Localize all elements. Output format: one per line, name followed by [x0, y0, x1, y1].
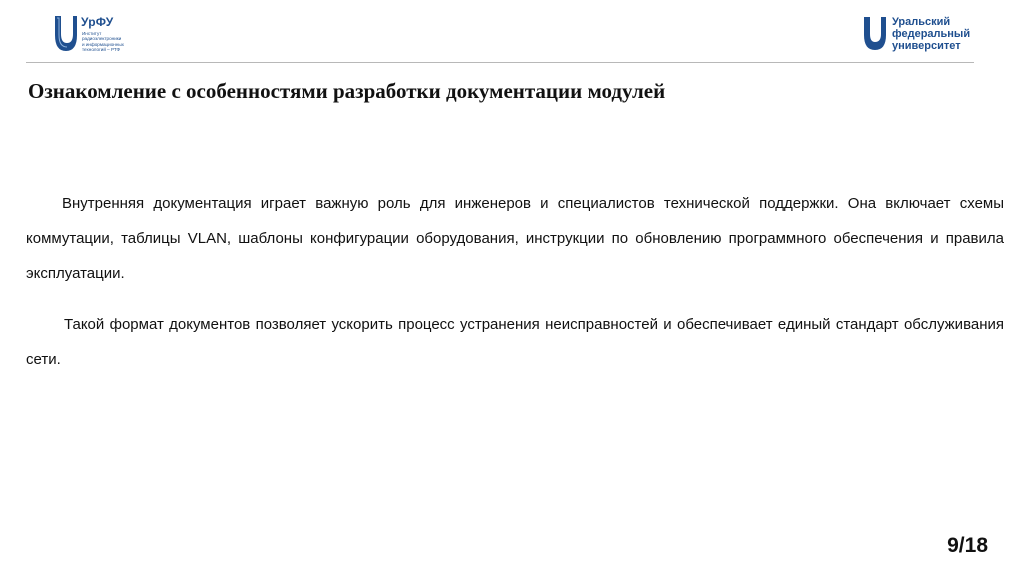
logo-subtitle-line: и информационных — [82, 41, 124, 47]
university-u-icon — [52, 14, 78, 54]
body-paragraph: Внутренняя документация играет важную роль для инженеров и специалистов технической поддержки. Она включает схемы коммутации, таблицы VLAN, шаблоны конфигурации оборудования, инструкции по обновлению программного обеспечения и правила эксплуатации. — [26, 195, 1004, 282]
logo-subtitle-line: радиоэлектроники — [82, 36, 122, 42]
page-number: 9/18 — [947, 534, 988, 557]
urfu-irit-logo — [52, 14, 152, 58]
body-paragraph: Такой формат документов позволяет ускорить процесс устранения неисправностей и обеспечивает единый стандарт обслуживания сети. — [26, 316, 1004, 368]
logo-subtitle — [82, 31, 160, 53]
university-u-icon — [862, 16, 888, 52]
logo-brand-text: УрФУ — [81, 15, 114, 29]
university-name — [892, 16, 970, 52]
logo-subtitle-line: технологий – РТФ — [82, 47, 120, 53]
university-name-line: Уральский — [892, 16, 951, 28]
header-divider — [26, 62, 974, 63]
logo-subtitle-line: Институт — [82, 31, 102, 36]
slide-title: Ознакомление с особенностями разработки документации модулей — [28, 79, 666, 103]
urfu-university-logo — [862, 16, 982, 56]
university-name-line: федеральный — [892, 28, 971, 40]
university-name-line: университет — [892, 40, 961, 52]
